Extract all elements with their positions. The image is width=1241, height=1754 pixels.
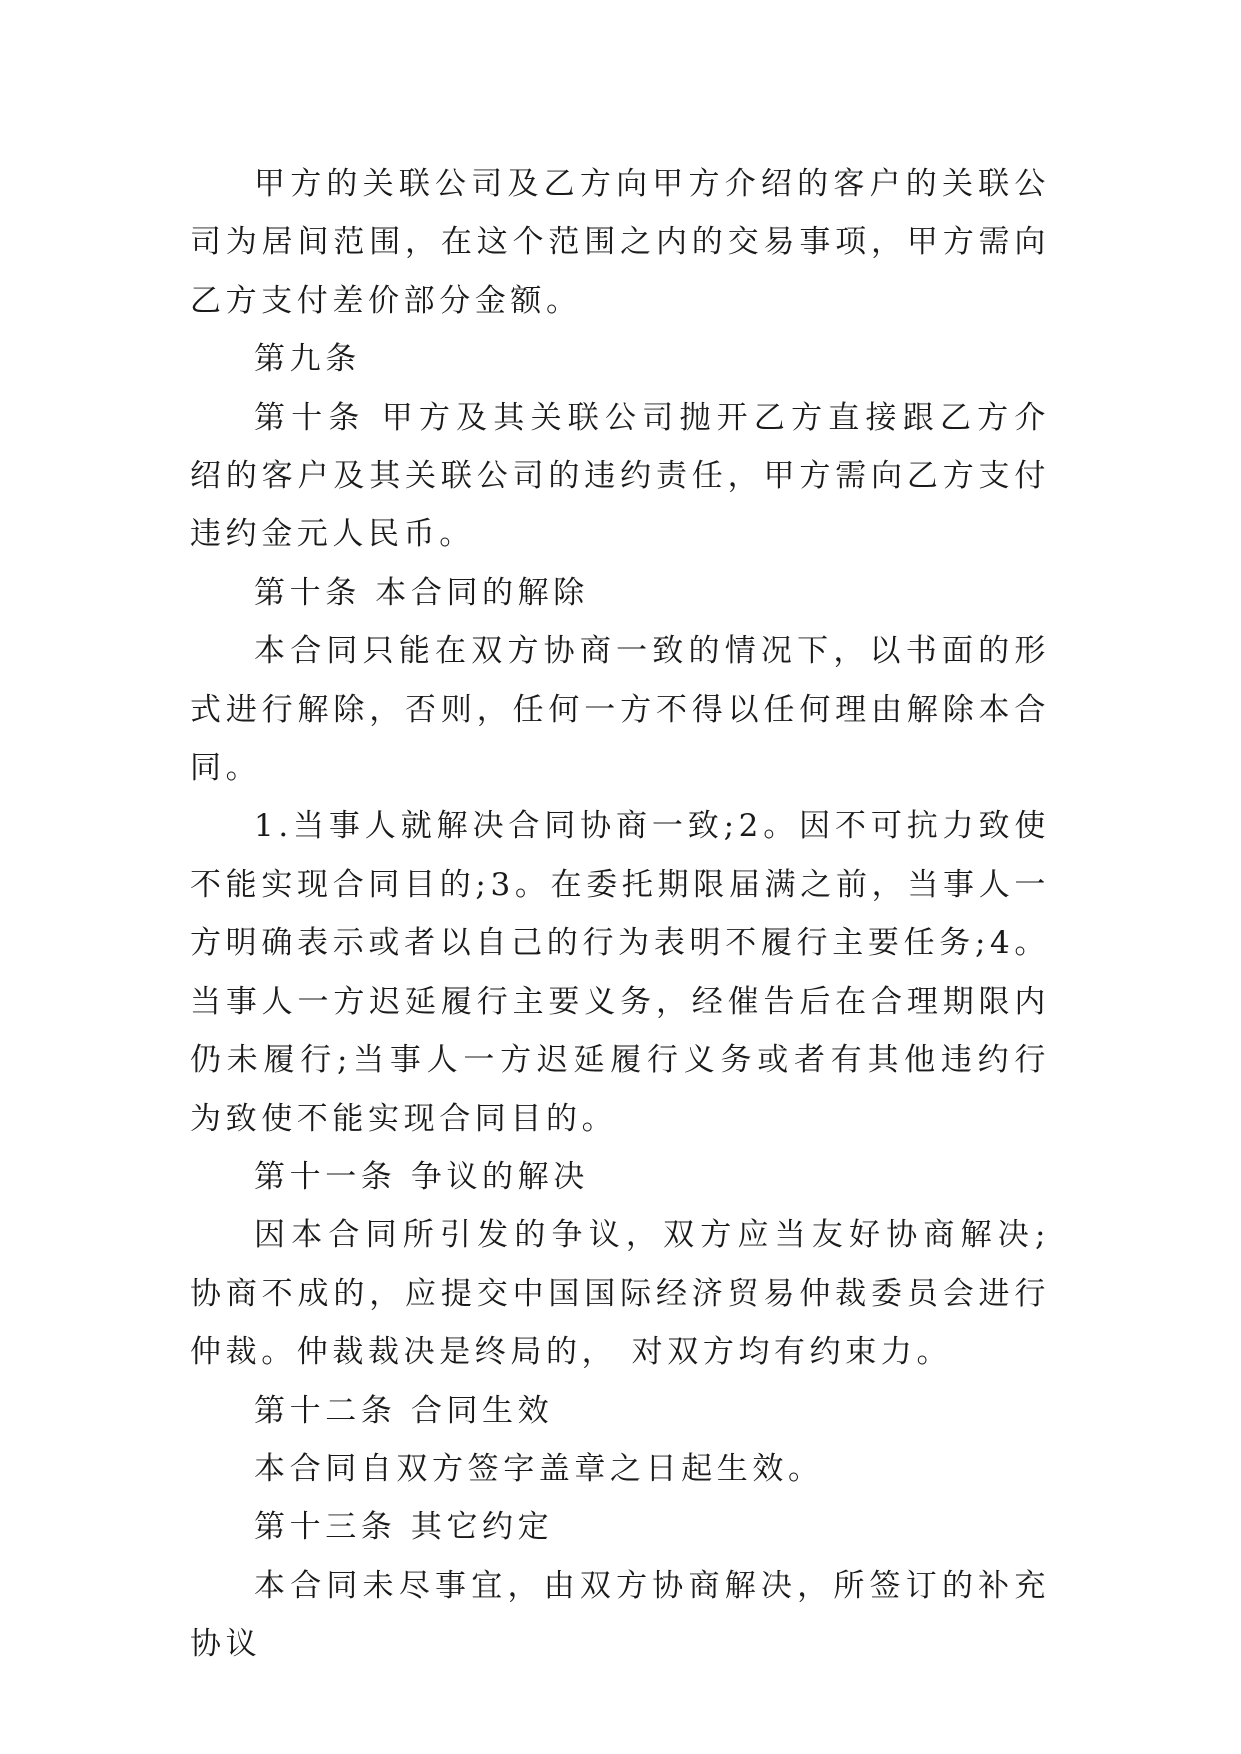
document-page	[190, 155, 1050, 1674]
paragraph-other-agreements: 本合同未尽事宜，由双方协商解决，所签订的补充协议	[190, 1567, 1050, 1663]
article-10-heading: 第十条 本合同的解除	[254, 574, 589, 611]
article-11-heading: 第十一条 争议的解决	[254, 1158, 589, 1195]
article-9-heading: 第九条	[254, 341, 361, 378]
paragraph-breach-liability: 第十条 甲方及其关联公司抛开乙方直接跟乙方介绍的客户及其关联公司的违约责任，甲方需向乙方支付违约金元人民币。	[190, 399, 1050, 553]
paragraph-effective: 本合同自双方签字盖章之日起生效。	[254, 1450, 824, 1487]
article-12-heading: 第十二条 合同生效	[254, 1392, 554, 1429]
paragraph-intermediary-scope: 甲方的关联公司及乙方向甲方介绍的客户的关联公司为居间范围，在这个范围之内的交易事项，甲方需向乙方支付差价部分金额。	[190, 166, 1050, 319]
paragraph-termination-conditions: 1.当事人就解决合同协商一致;2。因不可抗力致使不能实现合同目的;3。在委托期限届满之前，当事人一方明确表示或者以自己的行为表明不履行主要任务;4。当事人一方迟延履行主要义务，经催告后在合理期限内仍未履行;当事人一方迟延履行义务或者有其他违约行为致使不能实现合同目的。	[190, 808, 1050, 1137]
paragraph-termination: 本合同只能在双方协商一致的情况下，以书面的形式进行解除，否则，任何一方不得以任何理由解除本合同。	[190, 633, 1050, 787]
article-13-heading: 第十三条 其它约定	[254, 1509, 554, 1546]
paragraph-dispute-resolution: 因本合同所引发的争议，双方应当友好协商解决;协商不成的，应提交中国国际经济贸易仲裁委员会进行仲裁。仲裁裁决是终局的， 对双方均有约束力。	[190, 1217, 1050, 1371]
